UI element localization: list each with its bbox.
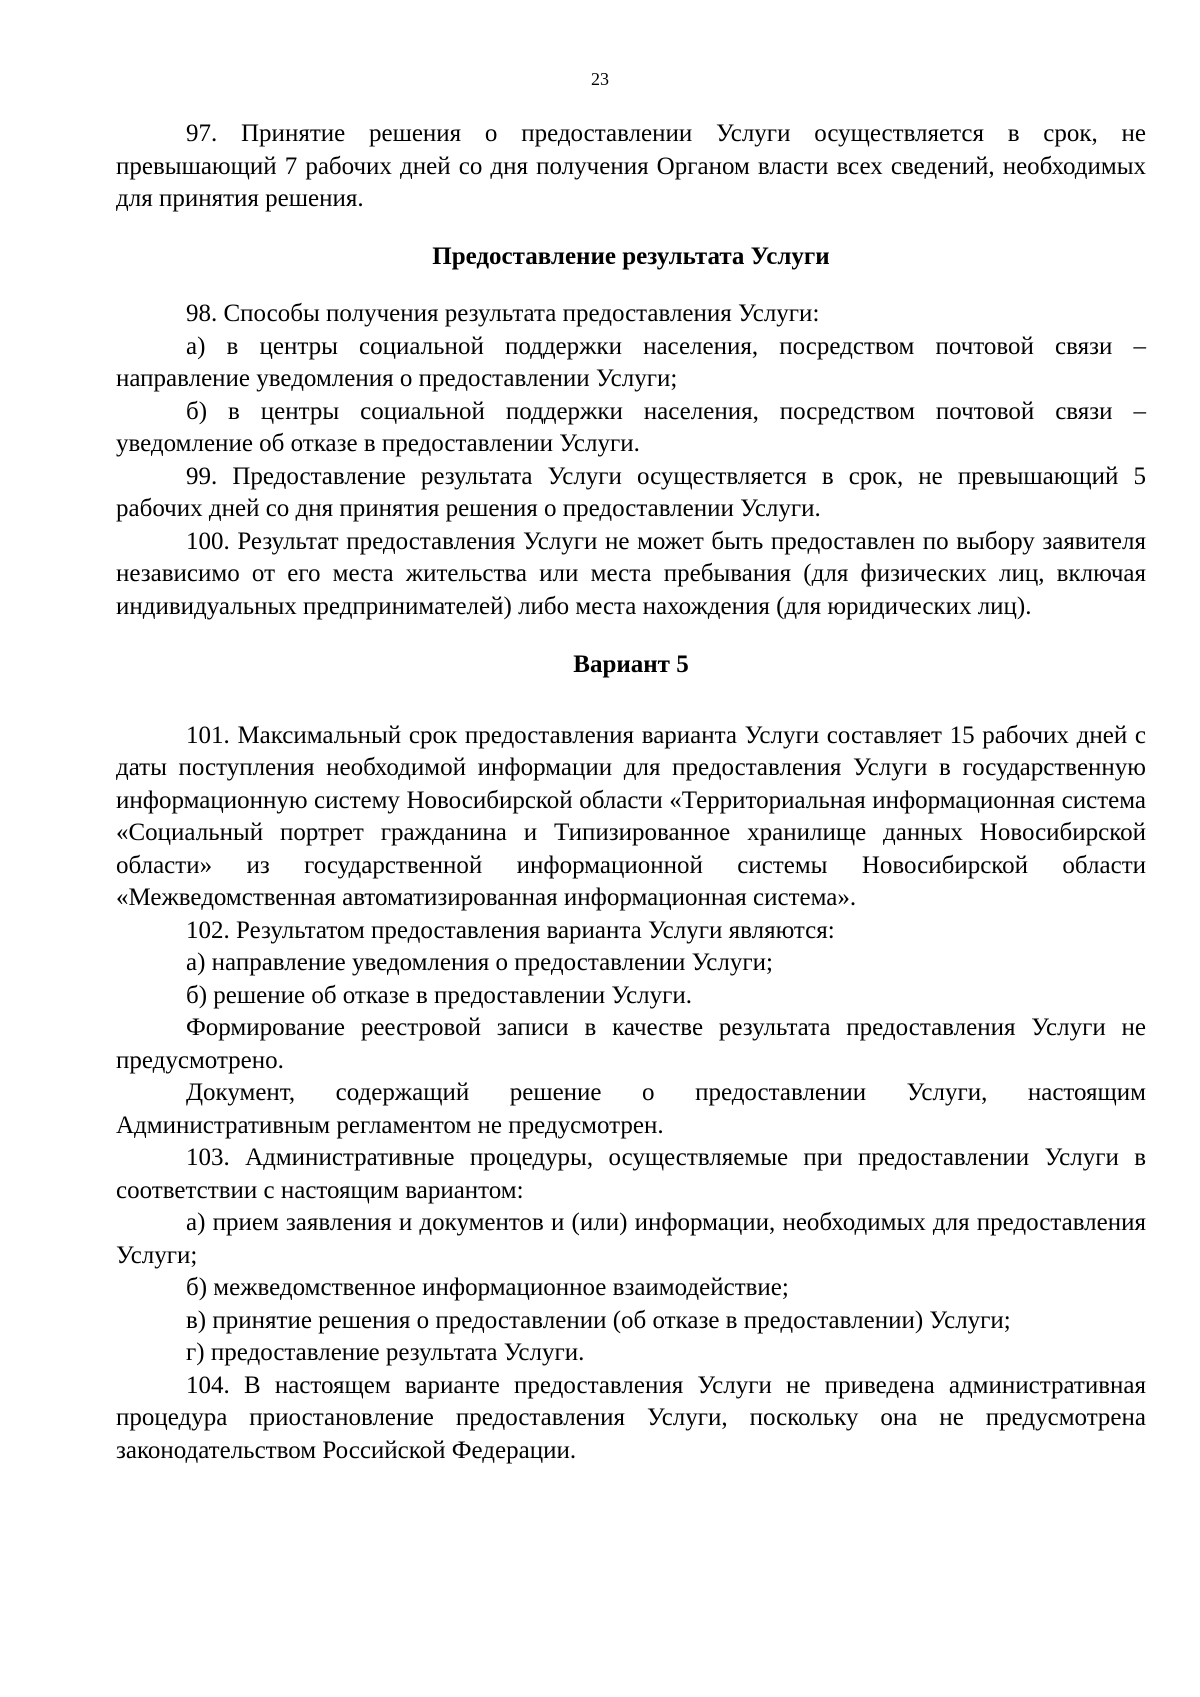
paragraph-100: 100. Результат предоставления Услуги не может быть предоставлен по выбору заявителя независимо от его места жительства или места пребывания (для физических лиц, включая индивидуальных предпринимателей) либо места нахождения (для юридических лиц). — [116, 527, 1146, 620]
paragraph-registry: Формирование реестровой записи в качестве результата предоставления Услуги не предусмотрено. — [116, 1014, 1146, 1074]
paragraph-103-v: в) принятие решения о предоставлении (об отказе в предоставлении) Услуги; — [186, 1306, 1011, 1334]
paragraph-98-b: б) в центры социальной поддержки населения, посредством почтовой связи – уведомление об отказе в предоставлении Услуги. — [116, 397, 1146, 457]
paragraph-101: 101. Максимальный срок предоставления варианта Услуги составляет 15 рабочих дней с даты поступления необходимой информации для предоставления Услуги в государственную информационную систему Новосибирской области «Территориальная информационная система «Социальный портрет гражданина и Типизированное хранилище данных Новосибирской области» из государственной информационной системы Новосибирской области «Межведомственная автоматизированная информационная система». — [116, 721, 1146, 911]
paragraph-103-a: а) прием заявления и документов и (или) информации, необходимых для предоставления Услуги; — [116, 1209, 1146, 1269]
paragraph-98-a: а) в центры социальной поддержки населения, посредством почтовой связи – направление уведомления о предоставлении Услуги; — [116, 332, 1146, 392]
paragraph-103-b: б) межведомственное информационное взаимодействие; — [186, 1274, 789, 1301]
page-number: 23 — [591, 69, 609, 89]
paragraph-104: 104. В настоящем варианте предоставления Услуги не приведена административная процедура приостановление предоставления Услуги, поскольку она не предусмотрена законодательством Российской Федерации. — [116, 1371, 1146, 1464]
paragraph-103-g: г) предоставление результата Услуги. — [186, 1339, 585, 1366]
paragraph-97: 97. Принятие решения о предоставлении Услуги осуществляется в срок, не превышающий 7 рабочих дней со дня получения Органом власти всех сведений, необходимых для принятия решения. — [116, 120, 1146, 212]
section-heading-variant-5: Вариант 5 — [573, 651, 689, 678]
document-body — [116, 118, 1146, 1467]
paragraph-103: 103. Административные процедуры, осуществляемые при предоставлении Услуги в соответствии с настоящим вариантом: — [116, 1144, 1146, 1204]
section-heading-wrap — [116, 241, 1146, 274]
paragraph-102-b: б) решение об отказе в предоставлении Услуги. — [186, 981, 693, 1009]
paragraph-99: 99. Предоставление результата Услуги осуществляется в срок, не превышающий 5 рабочих дней со дня принятия решения о предоставлении Услуги. — [116, 462, 1146, 522]
paragraph-102-a: а) направление уведомления о предоставлении Услуги; — [186, 949, 773, 976]
paragraph-98: 98. Способы получения результата предоставления Услуги: — [186, 300, 820, 327]
paragraph-document: Документ, содержащий решение о предоставлении Услуги, настоящим Административным регламентом не предусмотрен. — [116, 1079, 1146, 1139]
variant-heading-wrap — [116, 649, 1146, 682]
paragraph-102: 102. Результатом предоставления варианта Услуги являются: — [186, 916, 835, 944]
section-heading-result: Предоставление результата Услуги — [432, 242, 830, 270]
